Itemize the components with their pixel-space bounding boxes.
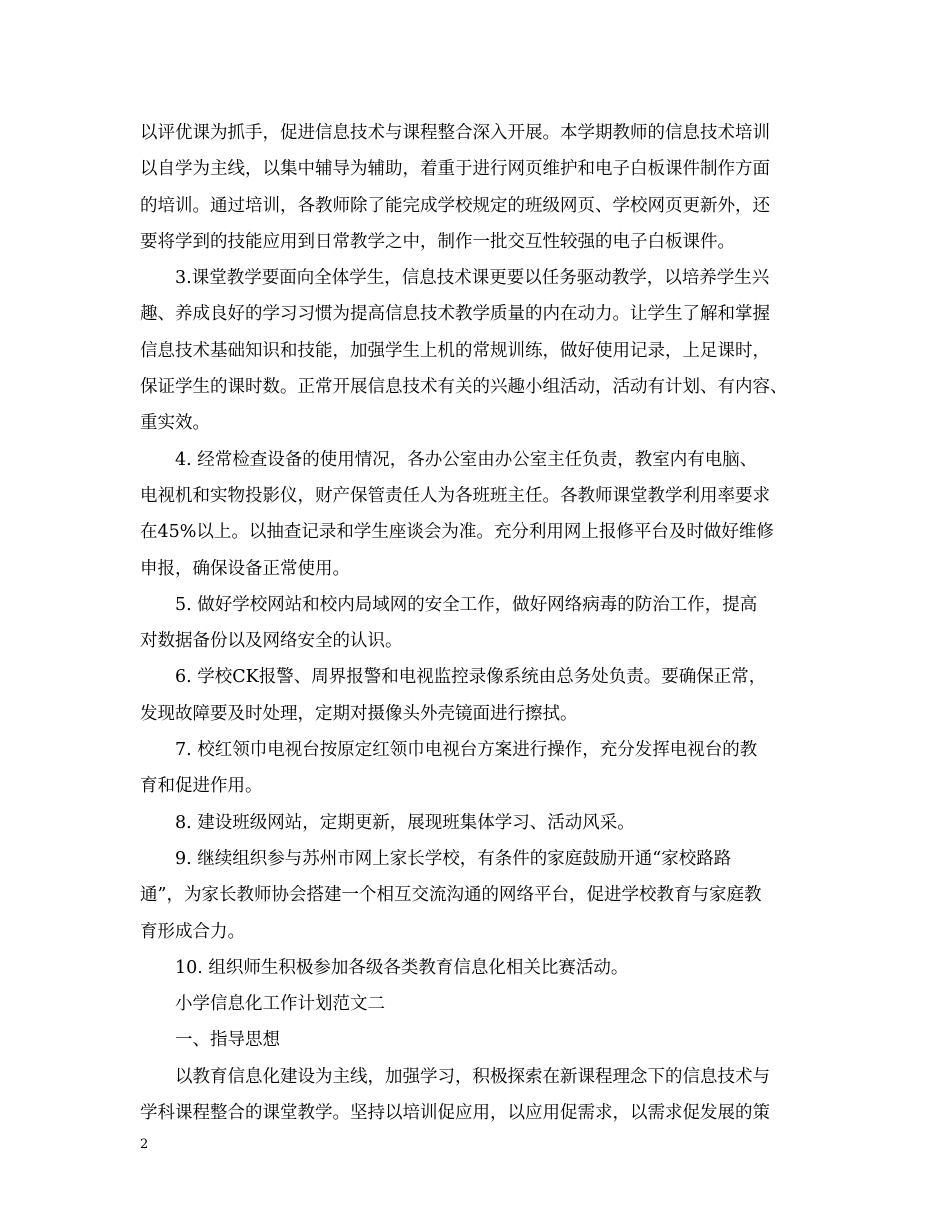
- page-number: 2: [140, 1137, 149, 1152]
- text-line: 重实效。: [140, 413, 210, 434]
- text-line: 以自学为主线，以集中辅导为辅助，着重于进行网页维护和电子白板课件制作方面: [140, 159, 770, 180]
- text-line: 一、指导思想: [175, 1030, 280, 1051]
- document-body: [140, 115, 810, 1131]
- text-line: 通”，为家长教师协会搭建一个相互交流沟通的网络平台，促进学校教育与家庭教: [140, 885, 762, 906]
- text-line: 育和促进作用。: [140, 776, 263, 797]
- text-line: 育形成合力。: [140, 921, 245, 942]
- text-line: 5. 做好学校网站和校内局域网的安全工作，做好网络病毒的防治工作，提高: [175, 594, 758, 615]
- text-line: 申报，确保设备正常使用。: [140, 558, 350, 579]
- text-line: 9. 继续组织参与苏州市网上家长学校，有条件的家庭鼓励开通“家校路路: [175, 848, 732, 869]
- text-line: 在45%以上。以抽查记录和学生座谈会为准。充分利用网上报修平台及时做好维修: [140, 522, 774, 543]
- text-line: 学科课程整合的课堂教学。坚持以培训促应用，以应用促需求，以需求促发展的策: [140, 1103, 770, 1124]
- text-line: 6. 学校CK报警、周界报警和电视监控录像系统由总务处负责。要确保正常，: [175, 667, 767, 688]
- text-line: 8. 建设班级网站，定期更新，展现班集体学习、活动风采。: [175, 812, 635, 833]
- text-line: 要将学到的技能应用到日常教学之中，制作一批交互性较强的电子白板课件。: [140, 231, 735, 252]
- text-line: 的培训。通过培训，各教师除了能完成学校规定的班级网页、学校网页更新外，还: [140, 195, 770, 216]
- text-line: 信息技术基础知识和技能，加强学生上机的常规训练，做好使用记录，上足课时，: [140, 340, 770, 361]
- text-line: 4. 经常检查设备的使用情况，各办公室由办公室主任负责，教室内有电脑、: [175, 449, 758, 470]
- text-line: 小学信息化工作计划范文二: [175, 994, 385, 1015]
- text-line: 趣、养成良好的学习习惯为提高信息技术教学质量的内在动力。让学生了解和掌握: [140, 304, 770, 325]
- text-line: 以教育信息化建设为主线，加强学习，积极探索在新课程理念下的信息技术与: [175, 1066, 770, 1087]
- text-line: 3.课堂教学要面向全体学生，信息技术课更要以任务驱动教学，以培养学生兴: [175, 268, 770, 289]
- text-line: 对数据备份以及网络安全的认识。: [140, 631, 403, 652]
- text-line: 发现故障要及时处理，定期对摄像头外壳镜面进行擦拭。: [140, 703, 578, 724]
- text-line: 以评优课为抓手，促进信息技术与课程整合深入开展。本学期教师的信息技术培训: [140, 123, 770, 143]
- text-line: 10. 组织师生积极参加各级各类教育信息化相关比赛活动。: [175, 957, 629, 978]
- text-line: 保证学生的课时数。正常开展信息技术有关的兴趣小组活动，活动有计划、有内容、: [140, 377, 788, 398]
- text-line: 7. 校红领巾电视台按原定红领巾电视台方案进行操作，充分发挥电视台的教: [175, 740, 758, 761]
- text-line: 电视机和实物投影仪，财产保管责任人为各班班主任。各教师课堂教学利用率要求: [140, 485, 770, 506]
